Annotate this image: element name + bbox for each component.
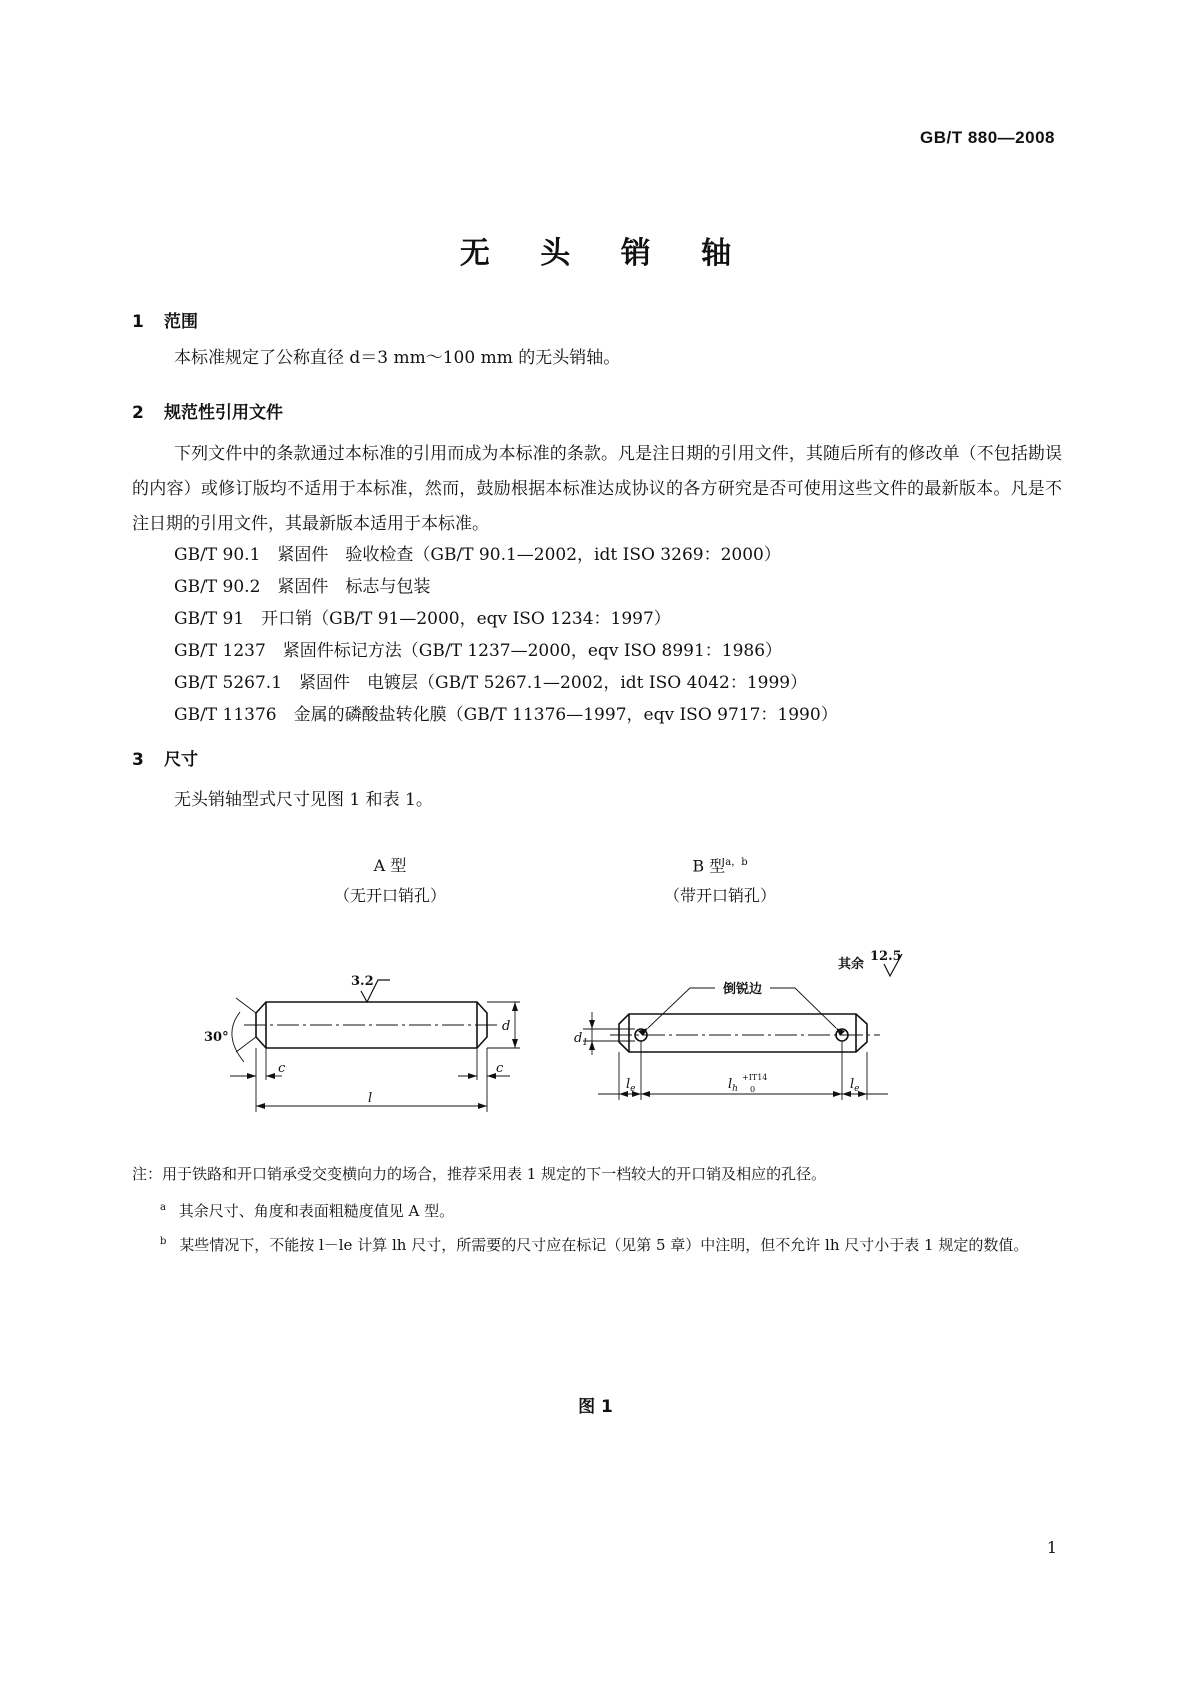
document-title: 无 头 销 轴: [459, 236, 752, 271]
lh-label: $l_h$: [728, 1077, 738, 1094]
footnote-a-text: 其余尺寸、角度和表面粗糙度值见 A 型。: [178, 1202, 455, 1220]
footnote-b-mark: b: [160, 1236, 167, 1247]
section-title: 尺寸: [164, 750, 198, 770]
section-number: 3: [132, 750, 144, 770]
other-roughness-value: 12.5: [870, 949, 902, 964]
section-title: 规范性引用文件: [164, 403, 283, 423]
section-3-heading: [132, 745, 198, 770]
section-1-heading: [132, 307, 198, 332]
section-number: 2: [132, 403, 144, 423]
section-number: 1: [132, 312, 144, 332]
angle-arc: [232, 1012, 244, 1062]
reference-item: GB/T 5267.1 紧固件 电镀层（GB/T 5267.1—2002，idt ISO 4042：1999）: [174, 673, 808, 693]
scope-paragraph: 本标准规定了公称直径 d＝3 mm～100 mm 的无头销轴。: [174, 348, 621, 368]
reference-item: GB/T 1237 紧固件标记方法（GB/T 1237—2000，eqv ISO 8991：1986）: [174, 641, 783, 661]
d-label: d: [502, 1019, 511, 1034]
type-b-label-text: B 型: [692, 856, 726, 876]
section-title: 范围: [164, 312, 198, 332]
type-b-label: [640, 853, 800, 876]
footnote-a: [160, 1192, 1050, 1227]
lh-tolerance-upper: +IT14: [742, 1073, 768, 1082]
page-number: 1: [1046, 1538, 1057, 1557]
reference-item: GB/T 90.1 紧固件 验收检查（GB/T 90.1—2002，idt ISO 3269：2000）: [174, 545, 781, 565]
reference-item: GB/T 90.2 紧固件 标志与包装: [174, 577, 431, 597]
lh-tolerance-lower: 0: [750, 1085, 756, 1094]
footnote-b-text: 某些情况下，不能按 l－le 计算 lh 尺寸，所需要的尺寸应在标记（见第 5 章）中注明，但不允许 lh 尺寸小于表 1 规定的数值。: [179, 1236, 1029, 1254]
c-label-right: c: [496, 1061, 504, 1076]
reference-item: GB/T 11376 金属的磷酸盐转化膜（GB/T 11376—1997，eqv ISO 9717：1990）: [174, 705, 838, 725]
footnote-b: [160, 1226, 1050, 1261]
angle-label: 30°: [204, 1030, 229, 1045]
c-label-left: c: [278, 1061, 286, 1076]
figure-note: 注：用于铁路和开口销承受交变横向力的场合，推荐采用表 1 规定的下一档较大的开口销及相应的孔径。: [132, 1165, 827, 1183]
le-label-left: $l_e$: [626, 1077, 636, 1094]
dimension-paragraph: 无头销轴型式尺寸见图 1 和表 1。: [174, 790, 433, 810]
roughness-value-a: 3.2: [351, 974, 374, 989]
section-2-heading: [132, 398, 283, 423]
type-b-footnote-marks: a，b: [725, 857, 748, 868]
other-roughness-prefix: 其余: [838, 957, 865, 972]
type-a-label: A 型: [373, 856, 407, 875]
pin-drawing: [0, 930, 1191, 1130]
normative-intro-paragraph: 下列文件中的条款通过本标准的引用而成为本标准的条款。凡是注日期的引用文件，其随后所有的修改单（不包括勘误的内容）或修订版均不适用于本标准，然而，鼓励根据本标准达成协议的各方研究是否可使用这些文件的最新版本。凡是不注日期的引用文件，其最新版本适用于本标准。: [132, 444, 1062, 534]
type-b-sublabel: （带开口销孔）: [663, 886, 776, 905]
chamfer-label: 倒锐边: [723, 982, 763, 997]
l-label: l: [368, 1091, 373, 1106]
le-label-right: $l_e$: [850, 1077, 860, 1094]
standard-number: GB/T 880—2008: [919, 128, 1055, 147]
d1-label: $d_1$: [574, 1031, 589, 1048]
reference-item: GB/T 91 开口销（GB/T 91—2000，eqv ISO 1234：1997）: [174, 609, 671, 629]
footnote-a-mark: a: [160, 1202, 166, 1213]
figure-title: 图 1: [578, 1397, 613, 1417]
type-a-sublabel: （无开口销孔）: [333, 886, 446, 905]
